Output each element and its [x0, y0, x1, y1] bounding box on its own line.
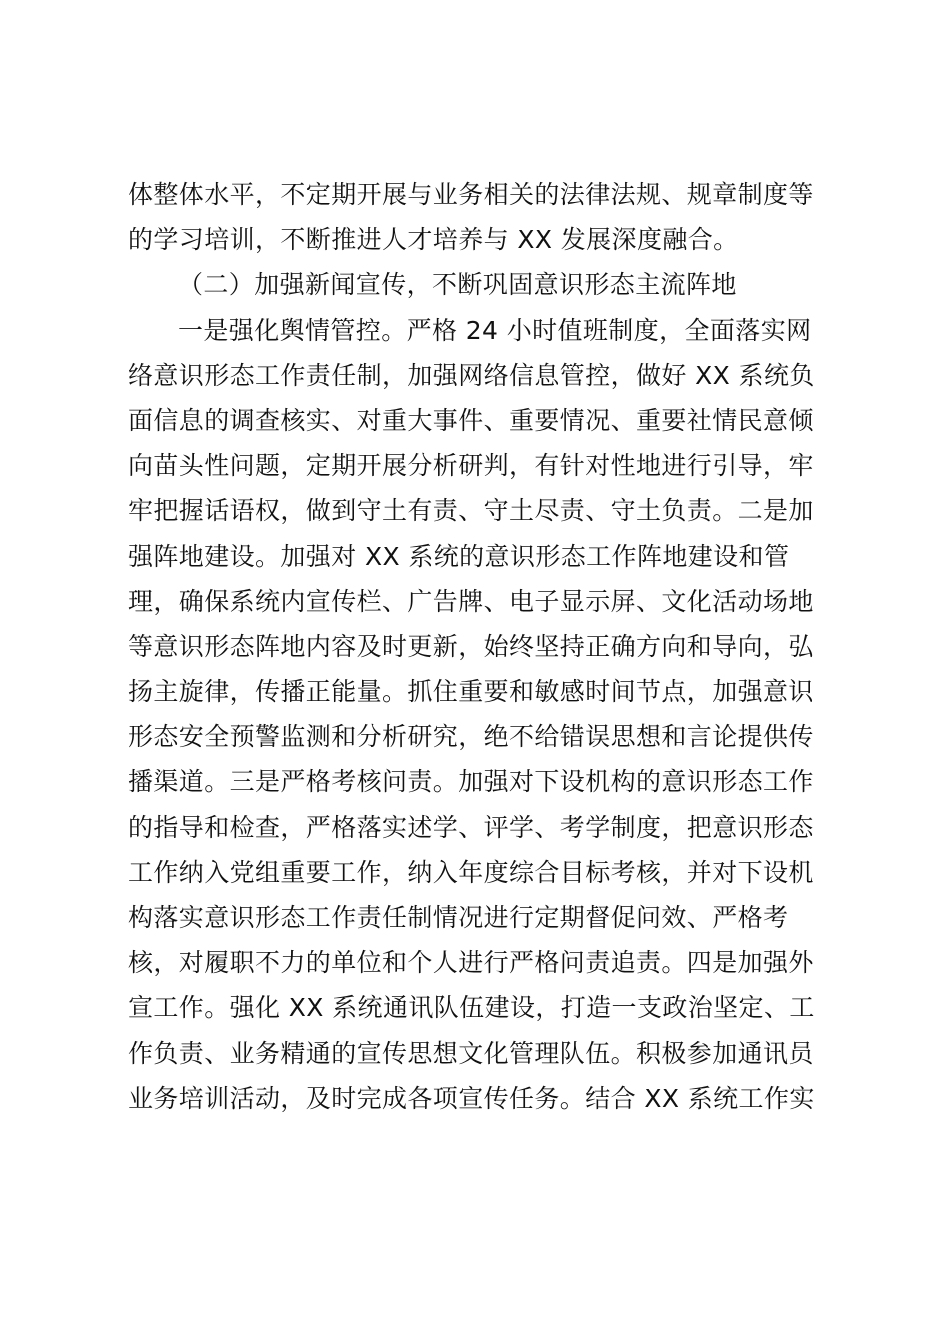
text-line: 的指导和检查，严格落实述学、评学、考学制度，把意识形态 — [128, 812, 814, 842]
text-line: 等意识形态阵地内容及时更新，始终坚持正确方向和导向，弘 — [128, 631, 814, 661]
text-line: 向苗头性问题，定期开展分析研判，有针对性地进行引导，牢 — [128, 451, 814, 481]
text-line: 宣工作。强化 XX 系统通讯队伍建设，打造一支政治坚定、工 — [128, 993, 815, 1023]
body-text — [128, 172, 828, 1121]
text-line: 的学习培训，不断推进人才培养与 XX 发展深度融合。 — [128, 225, 739, 255]
text-line: 作负责、业务精通的宣传思想文化管理队伍。积极参加通讯员 — [128, 1038, 814, 1068]
text-line: 理，确保系统内宣传栏、广告牌、电子显示屏、文化活动场地 — [128, 586, 814, 616]
text-line: 播渠道。三是严格考核问责。加强对下设机构的意识形态工作 — [128, 767, 814, 797]
text-line: 构落实意识形态工作责任制情况进行定期督促问效、严格考 — [128, 903, 789, 932]
text-line: 面信息的调查核实、对重大事件、重要情况、重要社情民意倾 — [128, 405, 814, 435]
text-line: 形态安全预警监测和分析研究，绝不给错误思想和言论提供传 — [128, 722, 814, 752]
text-line: 络意识形态工作责任制，加强网络信息管控，做好 XX 系统负 — [128, 360, 815, 390]
paragraph-first-line: 一是强化舆情管控。严格 24 小时值班制度，全面落实网 — [178, 315, 812, 345]
text-line: 体整体水平，不定期开展与业务相关的法律法规、规章制度等 — [128, 180, 814, 209]
text-line: 工作纳入党组重要工作，纳入年度综合目标考核，并对下设机 — [128, 857, 814, 887]
text-line: 业务培训活动，及时完成各项宣传任务。结合 XX 系统工作实 — [128, 1083, 815, 1113]
text-line: 牢把握话语权，做到守土有责、守土尽责、守土负责。二是加 — [128, 496, 814, 526]
text-line: 扬主旋律，传播正能量。抓住重要和敏感时间节点，加强意识 — [128, 677, 814, 707]
section-heading: （二）加强新闻宣传，不断巩固意识形态主流阵地 — [178, 270, 737, 300]
text-line: 核，对履职不力的单位和个人进行严格问责追责。四是加强外 — [128, 948, 814, 978]
text-line: 强阵地建设。加强对 XX 系统的意识形态工作阵地建设和管 — [128, 541, 790, 571]
